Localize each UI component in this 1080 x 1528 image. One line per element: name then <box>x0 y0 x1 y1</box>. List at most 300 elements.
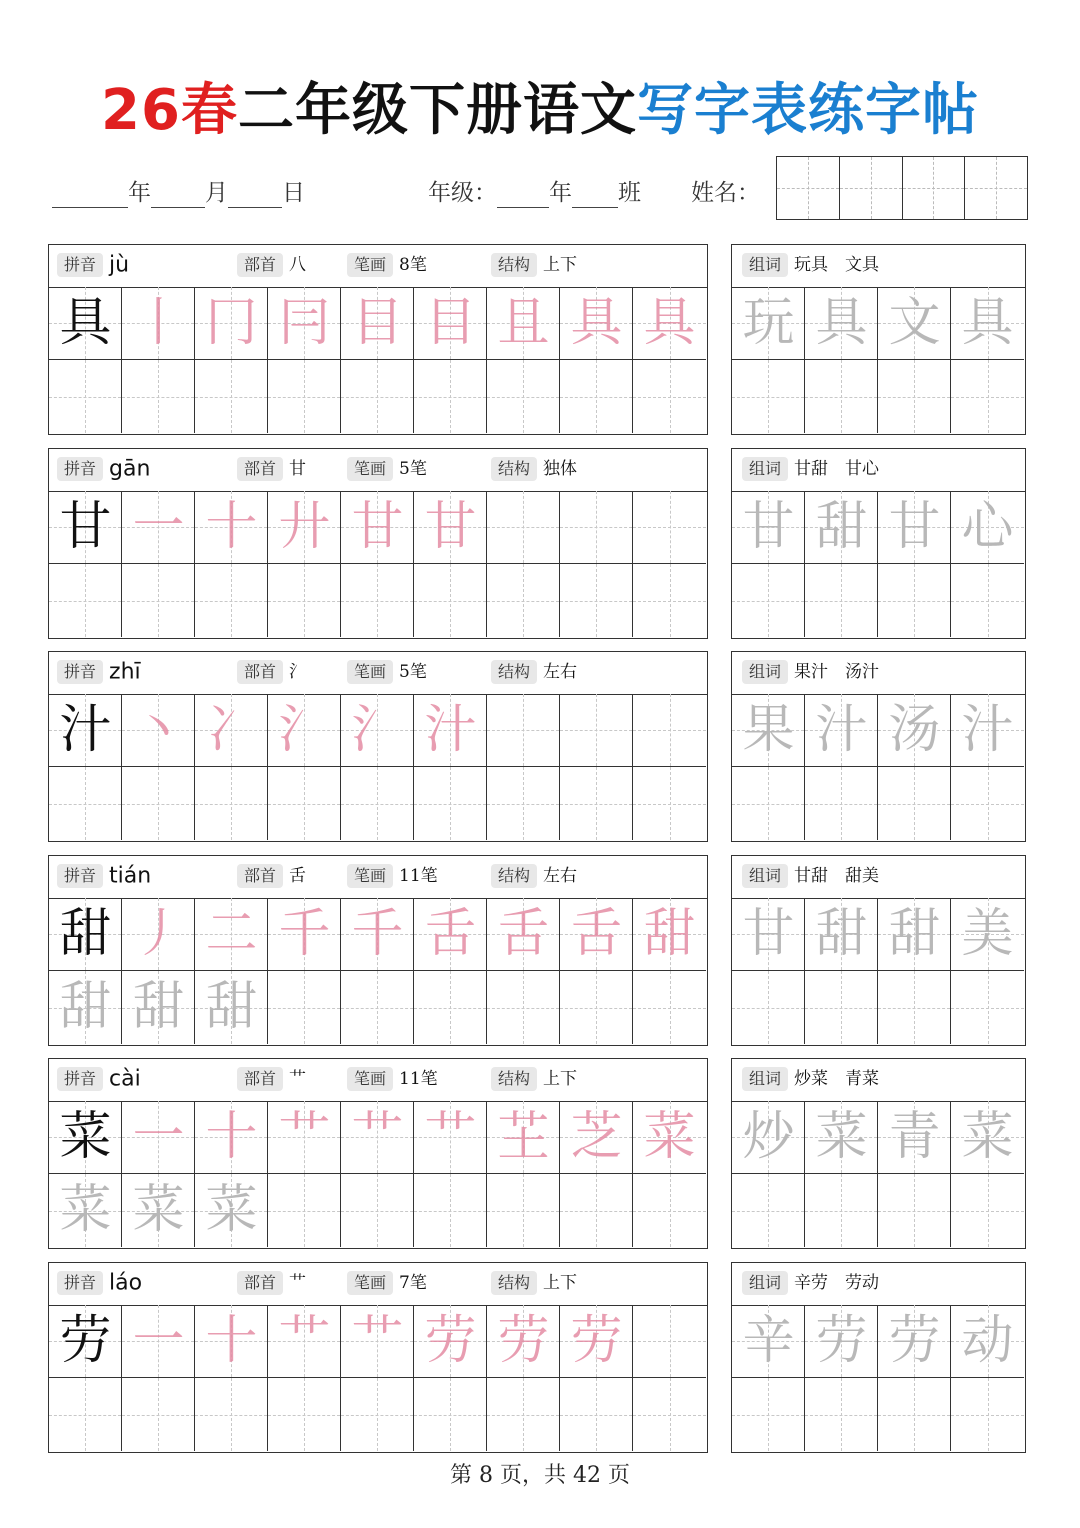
tianzige-cell[interactable] <box>560 564 633 637</box>
char-block <box>48 1058 708 1249</box>
tianzige-cell[interactable] <box>122 1305 195 1378</box>
title-black: 二年级下册语文 <box>237 78 637 143</box>
tianzige-cell[interactable] <box>878 491 951 564</box>
structure-field <box>491 1271 577 1295</box>
words-header <box>732 1059 1025 1102</box>
radical-value: 艹 <box>289 1273 307 1293</box>
tianzige-cell[interactable] <box>805 898 878 971</box>
pinyin-field <box>57 457 150 481</box>
tianzige-cell[interactable] <box>633 898 706 971</box>
tianzige-cell[interactable] <box>122 491 195 564</box>
tianzige-cell[interactable] <box>951 971 1024 1044</box>
words-value: 玩具 文具 <box>794 255 880 275</box>
name-boxes[interactable] <box>776 156 1028 220</box>
structure-field <box>491 457 577 481</box>
stroke-order-char: 丨 <box>132 293 185 353</box>
words-label: 组词 <box>742 864 788 888</box>
strokes-field <box>347 253 427 277</box>
words-value: 甘甜 甜美 <box>794 866 880 886</box>
grade-class-blank[interactable] <box>572 185 618 208</box>
tianzige-cell[interactable] <box>487 287 560 360</box>
stroke-order-char: 十 <box>205 1107 258 1167</box>
tianzige-cell[interactable] <box>633 360 706 433</box>
tianzige-cell[interactable] <box>487 898 560 971</box>
word-trace-char: 炒 <box>742 1107 795 1167</box>
tianzige-cell[interactable] <box>195 971 268 1044</box>
tianzige-cell[interactable] <box>341 1101 414 1174</box>
tianzige-cell[interactable] <box>560 898 633 971</box>
strokes-label: 笔画 <box>347 253 393 277</box>
word-trace-char: 青 <box>888 1107 941 1167</box>
tianzige-cell[interactable] <box>951 1305 1024 1378</box>
tianzige-cell[interactable] <box>268 971 341 1044</box>
words-field <box>742 660 879 684</box>
tianzige-cell[interactable] <box>951 1101 1024 1174</box>
tianzige-cell[interactable] <box>49 491 122 564</box>
words-block <box>731 1058 1026 1249</box>
tianzige-cell[interactable] <box>49 1378 122 1451</box>
tianzige-cell[interactable] <box>633 694 706 767</box>
stroke-order-char: 劳 <box>424 1311 477 1371</box>
tianzige-cell[interactable] <box>49 898 122 971</box>
tianzige-cell[interactable] <box>805 287 878 360</box>
tianzige-cell[interactable] <box>732 360 805 433</box>
stroke-order-char: 劳 <box>497 1311 550 1371</box>
day-label: 日 <box>282 180 305 206</box>
tianzige-cell[interactable] <box>732 1101 805 1174</box>
tianzige-cell[interactable] <box>49 1174 122 1247</box>
char-info-header <box>49 1263 707 1306</box>
tianzige-cell[interactable] <box>878 767 951 840</box>
stroke-order-char: 一 <box>132 1311 185 1371</box>
tianzige-cell[interactable] <box>878 1305 951 1378</box>
tianzige-cell[interactable] <box>560 287 633 360</box>
tianzige-cell[interactable] <box>414 360 487 433</box>
word-trace-char: 甘 <box>888 497 941 557</box>
tianzige-cell[interactable] <box>341 564 414 637</box>
tianzige-cell[interactable] <box>341 694 414 767</box>
tianzige-cell[interactable] <box>951 767 1024 840</box>
tianzige-cell[interactable] <box>414 1101 487 1174</box>
tianzige-cell[interactable] <box>951 360 1024 433</box>
tianzige-cell[interactable] <box>122 1174 195 1247</box>
tianzige-cell[interactable] <box>122 971 195 1044</box>
stroke-order-char: 冂 <box>205 293 258 353</box>
tianzige-cell[interactable] <box>805 564 878 637</box>
radical-field <box>237 660 306 684</box>
tianzige-cell[interactable] <box>878 564 951 637</box>
tianzige-cell[interactable] <box>878 360 951 433</box>
structure-label: 结构 <box>491 253 537 277</box>
month-blank[interactable] <box>151 185 205 208</box>
page-title <box>0 78 1080 144</box>
strokes-field <box>347 1067 438 1091</box>
tianzige-cell[interactable] <box>195 1101 268 1174</box>
tianzige-cell[interactable] <box>560 767 633 840</box>
pinyin-label: 拼音 <box>57 864 103 888</box>
tianzige-cell[interactable] <box>49 564 122 637</box>
trace-char: 菜 <box>59 1180 112 1240</box>
tianzige-cell[interactable] <box>805 360 878 433</box>
tianzige-cell[interactable] <box>951 491 1024 564</box>
tianzige-cell[interactable] <box>487 971 560 1044</box>
words-label: 组词 <box>742 660 788 684</box>
tianzige-cell[interactable] <box>49 767 122 840</box>
tianzige-cell[interactable] <box>122 898 195 971</box>
tianzige-cell[interactable] <box>732 1174 805 1247</box>
words-value: 甘甜 甘心 <box>794 459 880 479</box>
tianzige-cell[interactable] <box>341 971 414 1044</box>
tianzige-cell[interactable] <box>560 971 633 1044</box>
tianzige-cell[interactable] <box>732 971 805 1044</box>
tianzige-cell[interactable] <box>122 360 195 433</box>
grade-class-label: 班 <box>618 180 641 206</box>
tianzige-cell[interactable] <box>49 694 122 767</box>
structure-label: 结构 <box>491 457 537 481</box>
tianzige-cell[interactable] <box>341 360 414 433</box>
stroke-order-char: 一 <box>132 497 185 557</box>
pinyin-label: 拼音 <box>57 253 103 277</box>
radical-label: 部首 <box>237 660 283 684</box>
tianzige-cell[interactable] <box>268 767 341 840</box>
stroke-order-char: 氵 <box>278 700 331 760</box>
tianzige-cell[interactable] <box>487 491 560 564</box>
tianzige-cell[interactable] <box>122 767 195 840</box>
tianzige-cell[interactable] <box>195 694 268 767</box>
name-box[interactable] <box>903 157 966 219</box>
structure-field <box>491 1067 577 1091</box>
tianzige-cell[interactable] <box>487 360 560 433</box>
stroke-order-char: 甘 <box>351 497 404 557</box>
tianzige-cell[interactable] <box>195 898 268 971</box>
tianzige-cell[interactable] <box>633 971 706 1044</box>
words-header <box>732 1263 1025 1306</box>
tianzige-cell[interactable] <box>633 767 706 840</box>
tianzige-cell[interactable] <box>805 1101 878 1174</box>
tianzige-cell[interactable] <box>560 1378 633 1451</box>
tianzige-cell[interactable] <box>732 564 805 637</box>
name-label: 姓名： <box>691 180 760 206</box>
tianzige-cell[interactable] <box>951 287 1024 360</box>
name-box[interactable] <box>840 157 903 219</box>
radical-value: 氵 <box>289 662 307 682</box>
strokes-field <box>347 1271 427 1295</box>
tianzige-cell[interactable] <box>341 491 414 564</box>
main-char: 菜 <box>59 1107 112 1167</box>
main-char: 汁 <box>59 700 112 760</box>
tianzige-cell[interactable] <box>195 564 268 637</box>
tianzige-cell[interactable] <box>122 1101 195 1174</box>
tianzige-cell[interactable] <box>195 1378 268 1451</box>
title-blue: 写字表练字帖 <box>636 78 979 143</box>
tianzige-cell[interactable] <box>268 1174 341 1247</box>
tianzige-cell[interactable] <box>951 564 1024 637</box>
words-block <box>731 448 1026 639</box>
tianzige-cell[interactable] <box>414 898 487 971</box>
strokes-value: 11笔 <box>399 1069 438 1089</box>
stroke-order-char: 舌 <box>497 904 550 964</box>
tianzige-cell[interactable] <box>49 1305 122 1378</box>
tianzige-cell[interactable] <box>49 1101 122 1174</box>
tianzige-cell[interactable] <box>805 1174 878 1247</box>
word-trace-char: 玩 <box>742 293 795 353</box>
word-trace-char: 汁 <box>961 700 1014 760</box>
tianzige-cell[interactable] <box>878 971 951 1044</box>
radical-label: 部首 <box>237 864 283 888</box>
tianzige-cell[interactable] <box>341 767 414 840</box>
radical-label: 部首 <box>237 253 283 277</box>
radical-value: 舌 <box>289 866 307 886</box>
word-trace-char: 劳 <box>815 1311 868 1371</box>
tianzige-cell[interactable] <box>122 1378 195 1451</box>
word-trace-char: 甜 <box>888 904 941 964</box>
tianzige-cell[interactable] <box>560 1305 633 1378</box>
tianzige-cell[interactable] <box>341 898 414 971</box>
word-trace-char: 心 <box>961 497 1014 557</box>
words-block <box>731 244 1026 435</box>
char-block <box>48 651 708 842</box>
words-header <box>732 449 1025 492</box>
radical-field <box>237 1067 306 1091</box>
trace-char: 甜 <box>59 977 112 1037</box>
char-block <box>48 448 708 639</box>
tianzige-cell[interactable] <box>414 971 487 1044</box>
tianzige-cell[interactable] <box>732 1305 805 1378</box>
tianzige-cell[interactable] <box>487 694 560 767</box>
char-block <box>48 855 708 1046</box>
tianzige-cell[interactable] <box>633 491 706 564</box>
tianzige-cell[interactable] <box>487 1378 560 1451</box>
tianzige-cell[interactable] <box>560 694 633 767</box>
structure-value: 上下 <box>543 255 578 275</box>
tianzige-cell[interactable] <box>122 694 195 767</box>
tianzige-cell[interactable] <box>633 287 706 360</box>
page-footer: 第 8 页，共 42 页 <box>450 1463 630 1488</box>
grade-line <box>428 178 641 208</box>
tianzige-cell[interactable] <box>49 360 122 433</box>
char-block <box>48 244 708 435</box>
word-trace-char: 汤 <box>888 700 941 760</box>
pinyin-value: zhī <box>109 659 141 685</box>
char-info-header <box>49 652 707 695</box>
tianzige-cell[interactable] <box>805 1305 878 1378</box>
tianzige-cell[interactable] <box>487 1174 560 1247</box>
tianzige-cell[interactable] <box>805 1378 878 1451</box>
stroke-order-char: 舌 <box>570 904 623 964</box>
tianzige-cell[interactable] <box>951 898 1024 971</box>
tianzige-cell[interactable] <box>732 898 805 971</box>
tianzige-cell[interactable] <box>951 1174 1024 1247</box>
radical-value: 甘 <box>289 459 307 479</box>
pinyin-field <box>57 253 129 277</box>
structure-label: 结构 <box>491 864 537 888</box>
structure-value: 左右 <box>543 866 578 886</box>
tianzige-cell[interactable] <box>49 287 122 360</box>
structure-value: 独体 <box>543 459 578 479</box>
tianzige-cell[interactable] <box>951 1378 1024 1451</box>
words-field <box>742 1271 879 1295</box>
tianzige-cell[interactable] <box>633 1101 706 1174</box>
tianzige-cell[interactable] <box>341 287 414 360</box>
char-block <box>48 1262 708 1453</box>
tianzige-cell[interactable] <box>560 491 633 564</box>
tianzige-cell[interactable] <box>341 1174 414 1247</box>
stroke-order-char: 丶 <box>132 700 185 760</box>
words-field <box>742 864 879 888</box>
strokes-label: 笔画 <box>347 864 393 888</box>
stroke-order-char: 十 <box>205 1311 258 1371</box>
words-label: 组词 <box>742 1271 788 1295</box>
tianzige-cell[interactable] <box>414 491 487 564</box>
tianzige-cell[interactable] <box>732 767 805 840</box>
tianzige-cell[interactable] <box>414 1174 487 1247</box>
word-trace-char: 果 <box>742 700 795 760</box>
stroke-order-char: 汁 <box>424 700 477 760</box>
tianzige-cell[interactable] <box>414 767 487 840</box>
tianzige-cell[interactable] <box>195 287 268 360</box>
tianzige-cell[interactable] <box>805 694 878 767</box>
tianzige-cell[interactable] <box>268 1101 341 1174</box>
tianzige-cell[interactable] <box>878 1174 951 1247</box>
tianzige-cell[interactable] <box>414 287 487 360</box>
tianzige-cell[interactable] <box>878 1101 951 1174</box>
tianzige-cell[interactable] <box>732 694 805 767</box>
stroke-order-char: 芏 <box>497 1107 550 1167</box>
tianzige-cell[interactable] <box>414 564 487 637</box>
tianzige-cell[interactable] <box>487 564 560 637</box>
tianzige-cell[interactable] <box>268 564 341 637</box>
tianzige-cell[interactable] <box>341 1305 414 1378</box>
tianzige-cell[interactable] <box>560 360 633 433</box>
trace-char: 菜 <box>205 1180 258 1240</box>
structure-value: 上下 <box>543 1273 578 1293</box>
tianzige-cell[interactable] <box>195 767 268 840</box>
radical-label: 部首 <box>237 1271 283 1295</box>
stroke-order-char: 千 <box>278 904 331 964</box>
tianzige-cell[interactable] <box>195 491 268 564</box>
word-trace-char: 文 <box>888 293 941 353</box>
tianzige-cell[interactable] <box>732 287 805 360</box>
stroke-order-char: 艹 <box>278 1311 331 1371</box>
tianzige-cell[interactable] <box>268 1378 341 1451</box>
strokes-field <box>347 457 427 481</box>
tianzige-cell[interactable] <box>633 1174 706 1247</box>
tianzige-cell[interactable] <box>49 971 122 1044</box>
word-trace-char: 甘 <box>742 904 795 964</box>
stroke-order-char: 二 <box>205 904 258 964</box>
name-box[interactable] <box>777 157 840 219</box>
tianzige-cell[interactable] <box>268 1305 341 1378</box>
tianzige-cell[interactable] <box>268 491 341 564</box>
words-header <box>732 245 1025 288</box>
tianzige-cell[interactable] <box>122 287 195 360</box>
word-trace-char: 甜 <box>815 904 868 964</box>
word-trace-char: 辛 <box>742 1311 795 1371</box>
tianzige-cell[interactable] <box>732 491 805 564</box>
char-info-header <box>49 1059 707 1102</box>
radical-label: 部首 <box>237 1067 283 1091</box>
year-blank[interactable] <box>52 185 128 208</box>
tianzige-cell[interactable] <box>633 564 706 637</box>
structure-field <box>491 864 577 888</box>
tianzige-cell[interactable] <box>414 1378 487 1451</box>
tianzige-cell[interactable] <box>878 287 951 360</box>
stroke-order-char: 艹 <box>424 1107 477 1167</box>
tianzige-cell[interactable] <box>195 1174 268 1247</box>
word-trace-char: 甜 <box>815 497 868 557</box>
tianzige-cell[interactable] <box>195 360 268 433</box>
words-value: 辛劳 劳动 <box>794 1273 880 1293</box>
stroke-order-char: 丿 <box>132 904 185 964</box>
tianzige-cell[interactable] <box>414 1305 487 1378</box>
tianzige-cell[interactable] <box>951 694 1024 767</box>
tianzige-cell[interactable] <box>268 898 341 971</box>
strokes-value: 7笔 <box>399 1273 427 1293</box>
pinyin-value: jù <box>109 252 130 278</box>
tianzige-cell[interactable] <box>487 1101 560 1174</box>
words-block <box>731 1262 1026 1453</box>
day-blank[interactable] <box>228 185 282 208</box>
tianzige-cell[interactable] <box>560 1174 633 1247</box>
stroke-order-char: 千 <box>351 904 404 964</box>
strokes-label: 笔画 <box>347 1067 393 1091</box>
words-field <box>742 1067 879 1091</box>
tianzige-cell[interactable] <box>878 1378 951 1451</box>
grade-year-blank[interactable] <box>497 185 549 208</box>
tianzige-cell[interactable] <box>487 1305 560 1378</box>
word-trace-char: 菜 <box>961 1107 1014 1167</box>
tianzige-cell[interactable] <box>732 1378 805 1451</box>
structure-label: 结构 <box>491 1067 537 1091</box>
tianzige-cell[interactable] <box>195 1305 268 1378</box>
tianzige-cell[interactable] <box>805 491 878 564</box>
main-char: 甜 <box>59 904 112 964</box>
stroke-order-char: 劳 <box>570 1311 623 1371</box>
tianzige-cell[interactable] <box>633 1305 706 1378</box>
tianzige-cell[interactable] <box>414 694 487 767</box>
pinyin-field <box>57 660 141 684</box>
tianzige-cell[interactable] <box>805 767 878 840</box>
name-box[interactable] <box>965 157 1027 219</box>
tianzige-cell[interactable] <box>268 694 341 767</box>
pinyin-value: gān <box>109 456 151 482</box>
tianzige-cell[interactable] <box>268 360 341 433</box>
stroke-order-char: 菜 <box>643 1107 696 1167</box>
tianzige-cell[interactable] <box>122 564 195 637</box>
date-line <box>52 178 305 208</box>
tianzige-cell[interactable] <box>560 1101 633 1174</box>
tianzige-cell[interactable] <box>268 287 341 360</box>
stroke-order-char: 且 <box>497 293 550 353</box>
year-label: 年 <box>128 180 151 206</box>
tianzige-cell[interactable] <box>805 971 878 1044</box>
tianzige-cell[interactable] <box>878 694 951 767</box>
stroke-order-char: 冫 <box>205 700 258 760</box>
tianzige-cell[interactable] <box>633 1378 706 1451</box>
words-field <box>742 253 879 277</box>
trace-char: 菜 <box>132 1180 185 1240</box>
tianzige-cell[interactable] <box>341 1378 414 1451</box>
tianzige-cell[interactable] <box>487 767 560 840</box>
strokes-label: 笔画 <box>347 457 393 481</box>
words-block <box>731 651 1026 842</box>
pinyin-value: cài <box>109 1066 141 1092</box>
tianzige-cell[interactable] <box>878 898 951 971</box>
pinyin-field <box>57 1067 141 1091</box>
word-trace-char: 甘 <box>742 497 795 557</box>
word-trace-char: 菜 <box>815 1107 868 1167</box>
word-trace-char: 美 <box>961 904 1014 964</box>
